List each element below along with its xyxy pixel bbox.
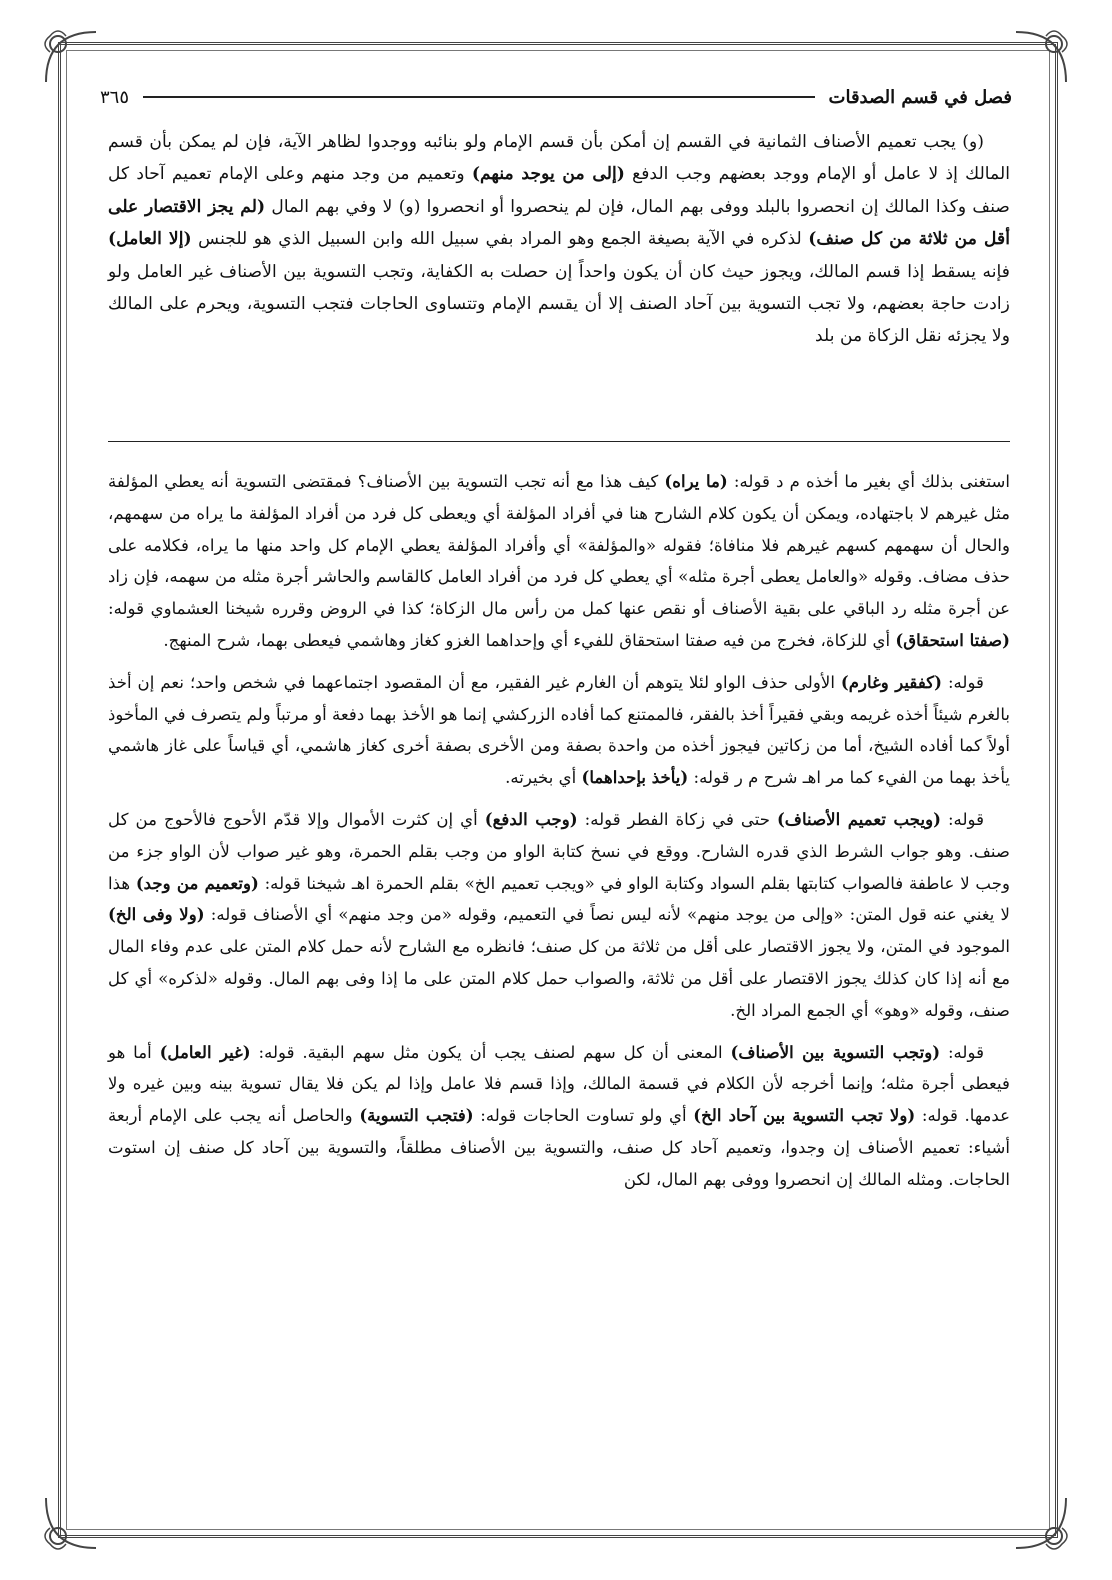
bold-run: (إلا العامل): [108, 229, 192, 250]
corner-ornament-icon: [36, 22, 106, 92]
bold-run: (وتعميم من وجد): [135, 872, 259, 893]
bold-run: (ما يراه): [664, 471, 728, 491]
corner-ornament-icon: [1006, 1488, 1076, 1558]
bold-run: (لم يجز الاقتصار على أقل من ثلاثة من كل صنف): [108, 196, 1010, 250]
text-run: كيف هذا مع أنه تجب التسوية بين الأصناف؟ فمقتضى التسوية أنه يعطي المؤلفة مثل غيرهم لا باجتهاده، ويمكن أن يكون كلام الشارح هنا في أفراد المؤلفة أي ويعطى كل فرد من أفراد المؤلفة ما يراه من سهمهم، والحال أن سهمهم كسهم غيرهم فلا منافاة؛ فقوله «والمؤلفة» أي وأفراد المؤلفة يعطي الإمام كل واحد منها ما يراه، فكلامه على حذف مضاف. وقوله «والعامل يعطى أجرة مثله» أي يعطي كل فرد من أفراد العامل كالقاسم والحاشر أجرة مثله من سهمه، فإن زاد عن أجرة مثله رد الباقي على بقية الأصناف أو نقص عنها كمل من رأس مال الزكاة؛ كذا في الروض وقرره شيخنا العشماوي قوله:: [108, 472, 1011, 619]
bold-run: (يأخذ بإحداهما): [581, 767, 689, 788]
text-run: أي ولو تساوت الحاجات قوله:: [473, 1106, 694, 1126]
bold-run: (ولا تجب التسوية بين آحاد الخ): [693, 1105, 916, 1126]
bold-run: (غير العامل): [159, 1041, 251, 1062]
text-run: أي بخيرته.: [505, 768, 582, 788]
text-run: الموجود في المتن، ولا يجوز الاقتصار على أقل من ثلاثة من كل صنف؛ فانظره مع الشارح لأنه حمل كلام المتن على عدم وفاء المال مع أنه إذا كان كذلك يجوز الاقتصار على أقل من ثلاثة، والصواب حمل كلام المتن على ما إذا وفى بهم المال. وقوله «لذكره» أي كل صنف، وقوله «وهو» أي الجمع المراد الخ.: [108, 937, 1010, 1020]
bold-run: (كفقير وغارم): [840, 671, 942, 692]
corner-ornament-icon: [36, 1488, 106, 1558]
text-run: والحاصل أنه يجب على الإمام أربعة أشياء: تعميم الأصناف إن وجدوا، وتعميم آحاد كل صنف، والتسوية بين الأصناف مطلقاً، والتسوية بين آحاد كل صنف إن استوت الحاجات. ومثله المالك إن انحصروا ووفى بهم المال، لكن: [108, 1106, 1010, 1189]
text-run: الأولى حذف الواو لئلا يتوهم أن الغارم غير الفقير، مع أن المقصود اجتماعهما في شخص واحد؛ نعم إن أخذ بالغرم شيئاً أخذه غريمه وبقي فقيراً أخذ بالفقر، فالممتنع كما أفاده الزركشي إنما هو الأخذ بهما دفعة أو مرتباً ولم يتصرف في المأخوذ أولاً كما أفاده الشيخ، أما من زكاتين فيجوز أخذه من واحدة بصفة ومن الأخرى بصفة أخرى كغاز هاشمي، أي قياساً على غاز هاشمي يأخذ بهما من الفيء كما مر اهـ شرح م ر قوله:: [108, 672, 1010, 788]
text-run: فإنه يسقط إذا قسم المالك، ويجوز حيث كان أن يكون واحداً إن حصلت به الكفاية، وتجب التسوية بين الأصناف غير العامل ولو زادت حاجة بعضهم، ولا تجب التسوية بين آحاد الصنف إلا أن يقسم الإمام وتتساوى الحاجات فتجب التسوية، ويحرم على المالك ولا يجزئه نقل الزكاة من بلد: [108, 261, 1010, 347]
commentary-paragraph: [108, 466, 1010, 657]
text-run: (و) يجب تعميم الأصناف الثمانية في القسم إن أمكن بأن قسم الإمام ولو بنائبه ووجدوا لظاهر الآية، فإن لم يمكن بأن قسم المالك إذ لا عامل أو الإمام ووجد بعضهم وجب الدفع: [108, 132, 1010, 185]
bold-run: (ويجب تعميم الأصناف): [776, 808, 941, 829]
commentary-paragraph: [108, 667, 1010, 794]
page-number: ٣٦٥: [100, 86, 130, 108]
section-divider: [108, 441, 1010, 442]
bold-run: (إلى من يوجد منهم): [471, 164, 625, 185]
text-run: وتعميم من وجد منهم وعلى الإمام تعميم آحاد كل صنف وكذا المالك إن انحصروا بالبلد ووفى بهم المال، فإن لم ينحصروا أو انحصروا (و) لا وفي بهم المال: [108, 164, 1010, 217]
text-run: أما هو فيعطى أجرة مثله؛ وإنما أخرجه لأن الكلام في قسمة المالك، وإذا قسم فلا عامل وإذا لم يكن فلا يقال تسوية بينه وبين غيره ولا عدمها. قوله:: [108, 1042, 1011, 1126]
bold-run: (صفتا استحقاق): [895, 629, 1010, 650]
bold-run: (وتجب التسوية بين الأصناف): [730, 1041, 941, 1062]
commentary-text: [108, 466, 1010, 1206]
text-run: استغنى بذلك أي بغير ما أخذه م د قوله:: [727, 472, 1010, 491]
text-run: قوله:: [941, 672, 984, 692]
text-run: حتى في زكاة الفطر قوله:: [577, 809, 777, 829]
bold-run: (ولا وفى الخ): [108, 904, 205, 925]
header-rule: [143, 96, 815, 98]
main-text: [108, 126, 1010, 353]
text-run: قوله:: [940, 809, 985, 829]
running-header: [100, 82, 1012, 112]
commentary-paragraph: [108, 804, 1010, 1027]
text-run: هذا لا يغني عنه قول المتن: «وإلى من يوجد منهم» لأنه ليس نصاً في التعميم، وقوله «من وجد منهم» أي الأصناف قوله:: [108, 873, 1011, 925]
bold-run: (فتجب التسوية): [359, 1105, 474, 1126]
text-run: المعنى أن كل سهم لصنف يجب أن يكون مثل سهم البقية. قوله:: [250, 1042, 731, 1062]
text-run: لذكره في الآية بصيغة الجمع وهو المراد بفي سبيل الله وابن السبيل الذي هو للجنس: [191, 229, 809, 250]
text-run: أي للزكاة، فخرج من فيه صفتا استحقاق للفيء أي وإحداهما الغزو كغاز وهاشمي فيعطى بهما، شرح المنهج.: [163, 630, 896, 650]
commentary-paragraph: [108, 1037, 1010, 1196]
text-run: قوله:: [940, 1042, 984, 1062]
bold-run: (وجب الدفع): [484, 808, 578, 829]
chapter-title: فصل في قسم الصدقات: [828, 86, 1012, 108]
main-text-paragraph: [108, 126, 1010, 353]
text-run: أي إن كثرت الأموال وإلا قدّم الأحوج فالأحوج من كل صنف. وهو جواب الشرط الذي قدره الشارح. ووقع في نسخ كتابة الواو من وجب بقلم الحمرة، وهو غير صواب لأن الواو جزء من وجب لا عاطفة فالصواب كتابتها بقلم السواد وكتابة الواو في «ويجب تعميم الخ» بقلم الحمرة اهـ شيخنا قوله:: [108, 809, 1010, 893]
corner-ornament-icon: [1006, 22, 1076, 92]
